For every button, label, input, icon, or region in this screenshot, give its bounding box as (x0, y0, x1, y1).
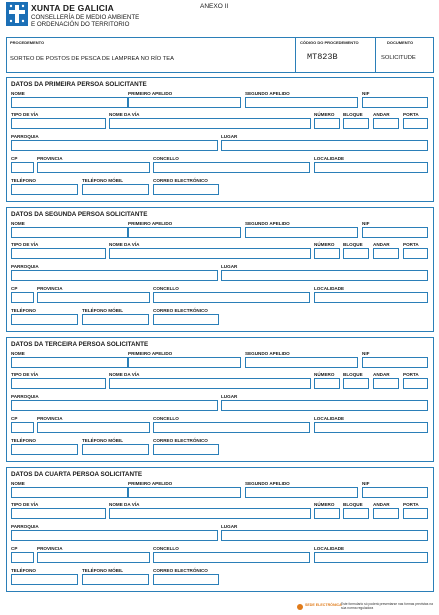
porta-input[interactable] (403, 248, 428, 259)
cp-input[interactable] (11, 422, 34, 433)
section-title: DATOS DA CUARTA PERSOA SOLICITANTE (11, 471, 143, 478)
cp-label: CP (11, 286, 18, 291)
provincia-label: PROVINCIA (37, 286, 63, 291)
numero-label: NÚMERO (314, 242, 335, 247)
conselleria-line-1: CONSELLERÍA DE MEDIO AMBIENTE (31, 14, 140, 21)
lugar-label: LUGAR (221, 264, 238, 269)
telefono-input[interactable] (11, 314, 78, 325)
primeiro-apelido-label: PRIMEIRO APELIDO (128, 91, 173, 96)
bloque-input[interactable] (343, 248, 369, 259)
andar-input[interactable] (373, 248, 399, 259)
correo-input[interactable] (153, 444, 219, 455)
segundo-apelido-label: SEGUNDO APELIDO (245, 481, 290, 486)
segundo-apelido-input[interactable] (245, 357, 358, 368)
telefono-input[interactable] (11, 444, 78, 455)
correo-label: CORREO ELECTRÓNICO (153, 178, 208, 183)
section-title: DATOS DA TERCEIRA PERSOA SOLICITANTE (11, 341, 149, 348)
porta-label: PORTA (403, 242, 419, 247)
telefono-mobil-input[interactable] (82, 574, 149, 585)
localidade-input[interactable] (314, 552, 428, 563)
localidade-input[interactable] (314, 422, 428, 433)
sede-electronica-icon (297, 604, 303, 610)
nome-input[interactable] (11, 227, 128, 238)
parroquia-input[interactable] (11, 400, 218, 411)
telefono-mobil-input[interactable] (82, 444, 149, 455)
nif-input[interactable] (362, 227, 428, 238)
andar-label: ANDAR (373, 502, 390, 507)
localidade-input[interactable] (314, 162, 428, 173)
nome-label: NOME (11, 481, 25, 486)
section-title: DATOS DA PRIMEIRA PERSOA SOLICITANTE (11, 81, 147, 88)
primeiro-apelido-input[interactable] (128, 227, 241, 238)
telefono-mobil-label: TELÉFONO MÓBIL (82, 178, 124, 183)
document-type: SOLICITUDE (381, 55, 416, 61)
conselleria-line-2: E ORDENACIÓN DO TERRITORIO (31, 21, 130, 29)
tipo-via-input[interactable] (11, 378, 106, 389)
concello-input[interactable] (153, 422, 310, 433)
numero-input[interactable] (314, 118, 340, 129)
correo-input[interactable] (153, 184, 219, 195)
primeiro-apelido-label: PRIMEIRO APELIDO (128, 481, 173, 486)
segundo-apelido-label: SEGUNDO APELIDO (245, 221, 290, 226)
correo-label: CORREO ELECTRÓNICO (153, 308, 208, 313)
lugar-label: LUGAR (221, 524, 238, 529)
numero-input[interactable] (314, 248, 340, 259)
parroquia-label: PARROQUIA (11, 524, 39, 529)
procedure-label: PROCEDEMENTO (10, 40, 45, 45)
nome-label: NOME (11, 351, 25, 356)
nif-input[interactable] (362, 487, 428, 498)
applicant-section-4 (6, 467, 434, 592)
segundo-apelido-label: SEGUNDO APELIDO (245, 351, 290, 356)
primeiro-apelido-label: PRIMEIRO APELIDO (128, 351, 173, 356)
porta-label: PORTA (403, 502, 419, 507)
nome-via-label: NOME DA VÍA (109, 242, 140, 247)
procedure-divider (295, 38, 296, 72)
cp-label: CP (11, 156, 18, 161)
concello-label: CONCELLO (153, 416, 179, 421)
provincia-label: PROVINCIA (37, 546, 63, 551)
tipo-via-label: TIPO DE VÍA (11, 372, 39, 377)
nome-label: NOME (11, 221, 25, 226)
telefono-label: TELÉFONO (11, 308, 37, 313)
nif-input[interactable] (362, 97, 428, 108)
nome-via-input[interactable] (109, 248, 311, 259)
tipo-via-input[interactable] (11, 508, 106, 519)
correo-label: CORREO ELECTRÓNICO (153, 438, 208, 443)
segundo-apelido-label: SEGUNDO APELIDO (245, 91, 290, 96)
andar-input[interactable] (373, 378, 399, 389)
numero-input[interactable] (314, 378, 340, 389)
parroquia-input[interactable] (11, 270, 218, 281)
correo-label: CORREO ELECTRÓNICO (153, 568, 208, 573)
localidade-label: LOCALIDADE (314, 156, 345, 161)
localidade-input[interactable] (314, 292, 428, 303)
primeiro-apelido-label: PRIMEIRO APELIDO (128, 221, 173, 226)
nome-via-input[interactable] (109, 118, 311, 129)
tipo-via-label: TIPO DE VÍA (11, 112, 39, 117)
provincia-input[interactable] (37, 552, 150, 563)
nome-input[interactable] (11, 97, 128, 108)
correo-input[interactable] (153, 574, 219, 585)
andar-label: ANDAR (373, 372, 390, 377)
telefono-input[interactable] (11, 184, 78, 195)
applicant-section-3 (6, 337, 434, 462)
porta-input[interactable] (403, 118, 428, 129)
provincia-input[interactable] (37, 292, 150, 303)
lugar-input[interactable] (221, 140, 428, 151)
telefono-mobil-input[interactable] (82, 184, 149, 195)
footer-note: Este formulario só poderá presentarse nas formas previstas na súa norma reguladora (341, 602, 433, 610)
cp-input[interactable] (11, 552, 34, 563)
bloque-label: BLOQUE (343, 372, 363, 377)
procedure-code-label: CÓDIGO DO PROCEDEMENTO (300, 40, 359, 45)
porta-input[interactable] (403, 378, 428, 389)
localidade-label: LOCALIDADE (314, 416, 345, 421)
andar-input[interactable] (373, 118, 399, 129)
nif-label: NIF (362, 481, 370, 486)
numero-input[interactable] (314, 508, 340, 519)
provincia-input[interactable] (37, 422, 150, 433)
porta-label: PORTA (403, 112, 419, 117)
procedure-divider (375, 38, 376, 72)
parroquia-input[interactable] (11, 530, 218, 541)
procedure-box (6, 37, 434, 73)
correo-input[interactable] (153, 314, 219, 325)
concello-input[interactable] (153, 292, 310, 303)
cp-input[interactable] (11, 292, 34, 303)
applicant-section-1 (6, 77, 434, 202)
document-label: DOCUMENTO (387, 40, 414, 45)
telefono-mobil-input[interactable] (82, 314, 149, 325)
numero-label: NÚMERO (314, 372, 335, 377)
telefono-mobil-label: TELÉFONO MÓBIL (82, 438, 124, 443)
bloque-input[interactable] (343, 378, 369, 389)
footer-title: SEDE ELECTRÓNICA (305, 603, 342, 607)
segundo-apelido-input[interactable] (245, 227, 358, 238)
section-title: DATOS DA SEGUNDA PERSOA SOLICITANTE (11, 211, 148, 218)
bloque-label: BLOQUE (343, 242, 363, 247)
applicant-section-2 (6, 207, 434, 332)
brand-name: XUNTA DE GALICIA (31, 3, 115, 13)
lugar-label: LUGAR (221, 394, 238, 399)
andar-label: ANDAR (373, 242, 390, 247)
procedure-code: MT823B (307, 52, 338, 62)
numero-label: NÚMERO (314, 112, 335, 117)
provincia-label: PROVINCIA (37, 416, 63, 421)
bloque-label: BLOQUE (343, 112, 363, 117)
nome-via-label: NOME DA VÍA (109, 372, 140, 377)
cp-label: CP (11, 546, 18, 551)
localidade-label: LOCALIDADE (314, 546, 345, 551)
nif-input[interactable] (362, 357, 428, 368)
bloque-label: BLOQUE (343, 502, 363, 507)
porta-label: PORTA (403, 372, 419, 377)
localidade-label: LOCALIDADE (314, 286, 345, 291)
provincia-input[interactable] (37, 162, 150, 173)
telefono-label: TELÉFONO (11, 568, 37, 573)
primeiro-apelido-input[interactable] (128, 97, 241, 108)
parroquia-input[interactable] (11, 140, 218, 151)
parroquia-label: PARROQUIA (11, 394, 39, 399)
provincia-label: PROVINCIA (37, 156, 63, 161)
bloque-input[interactable] (343, 508, 369, 519)
nome-via-label: NOME DA VÍA (109, 502, 140, 507)
conselleria-name (31, 14, 139, 28)
andar-input[interactable] (373, 508, 399, 519)
nif-label: NIF (362, 351, 370, 356)
tipo-via-label: TIPO DE VÍA (11, 502, 39, 507)
lugar-input[interactable] (221, 270, 428, 281)
telefono-label: TELÉFONO (11, 438, 37, 443)
telefono-label: TELÉFONO (11, 178, 37, 183)
page-header (6, 2, 434, 36)
lugar-input[interactable] (221, 530, 428, 541)
primeiro-apelido-input[interactable] (128, 357, 241, 368)
lugar-label: LUGAR (221, 134, 238, 139)
parroquia-label: PARROQUIA (11, 134, 39, 139)
tipo-via-input[interactable] (11, 248, 106, 259)
porta-input[interactable] (403, 508, 428, 519)
concello-label: CONCELLO (153, 286, 179, 291)
nif-label: NIF (362, 221, 370, 226)
nome-via-input[interactable] (109, 378, 311, 389)
page-footer (297, 603, 437, 613)
telefono-mobil-label: TELÉFONO MÓBIL (82, 308, 124, 313)
annex-label: ANEXO II (200, 3, 229, 10)
tipo-via-label: TIPO DE VÍA (11, 242, 39, 247)
telefono-input[interactable] (11, 574, 78, 585)
numero-label: NÚMERO (314, 502, 335, 507)
telefono-mobil-label: TELÉFONO MÓBIL (82, 568, 124, 573)
segundo-apelido-input[interactable] (245, 97, 358, 108)
concello-label: CONCELLO (153, 546, 179, 551)
nome-input[interactable] (11, 487, 128, 498)
lugar-input[interactable] (221, 400, 428, 411)
cp-label: CP (11, 416, 18, 421)
nome-input[interactable] (11, 357, 128, 368)
cp-input[interactable] (11, 162, 34, 173)
concello-label: CONCELLO (153, 156, 179, 161)
tipo-via-input[interactable] (11, 118, 106, 129)
bloque-input[interactable] (343, 118, 369, 129)
segundo-apelido-input[interactable] (245, 487, 358, 498)
primeiro-apelido-input[interactable] (128, 487, 241, 498)
procedure-title: SORTEO DE POSTOS DE PESCA DE LAMPREA NO RÍO TEA (10, 56, 174, 62)
andar-label: ANDAR (373, 112, 390, 117)
parroquia-label: PARROQUIA (11, 264, 39, 269)
nome-label: NOME (11, 91, 25, 96)
xunta-logo-icon (6, 2, 28, 26)
nif-label: NIF (362, 91, 370, 96)
nome-via-input[interactable] (109, 508, 311, 519)
concello-input[interactable] (153, 162, 310, 173)
concello-input[interactable] (153, 552, 310, 563)
nome-via-label: NOME DA VÍA (109, 112, 140, 117)
